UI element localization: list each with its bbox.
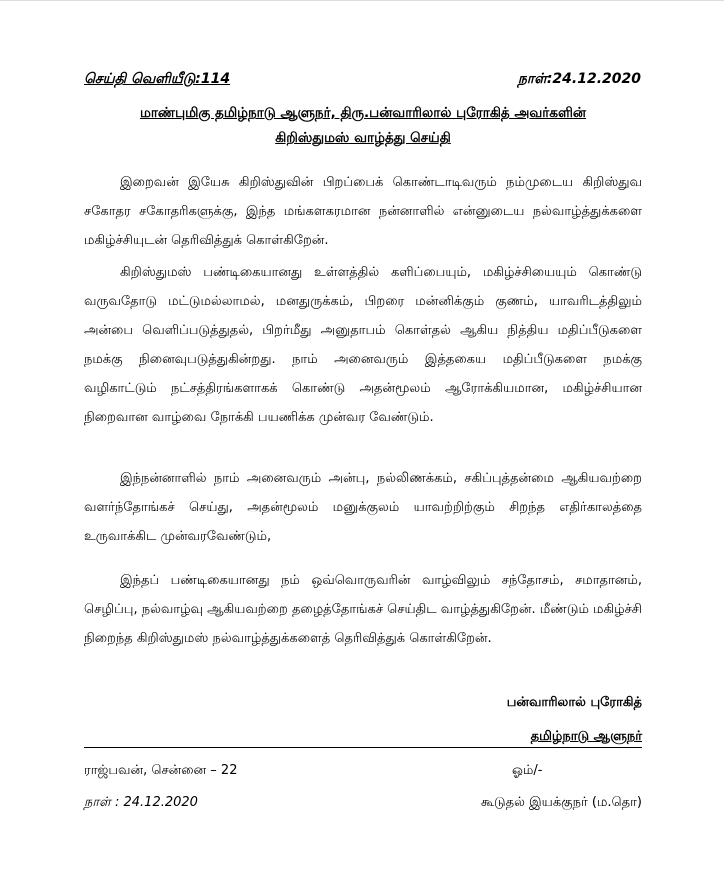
footer-sign-mark: ஓம்/- xyxy=(512,763,543,778)
release-date: நாள்:24.12.2020 xyxy=(517,71,641,87)
document-title-line-1: மாண்புமிகு தமிழ்நாடு ஆளுநர், திரு.பன்வாரிலால் புரோகித் அவர்களின் xyxy=(139,105,587,121)
release-number: செய்தி வெளியீடு:114 xyxy=(84,71,231,87)
document-title-line-2: கிறிஸ்துமஸ் வாழ்த்து செய்தி xyxy=(275,130,451,146)
body-paragraph-3: இந்நன்னாளில் நாம் அனைவரும் அன்பு, நல்லிணக்கம், சகிப்புத்தன்மை ஆகியவற்றை வளர்ந்தோங்கச் செய்து, அதன்மூலம் மனுக்குலம் யாவற்றிற்கும் சிறந்த எதிர்காலத்தை உருவாக்கிட முன்வரவேண்டும், xyxy=(84,471,642,544)
divider-line xyxy=(84,747,642,748)
footer-designation: கூடுதல் இயக்குநர் (ம.தொ) xyxy=(481,795,642,810)
signatory-title: தமிழ்நாடு ஆளுநர் xyxy=(530,729,642,744)
footer-place: ராஜ்பவன், சென்னை – 22 xyxy=(84,763,238,778)
body-paragraph-2: கிறிஸ்துமஸ் பண்டிகையானது உள்ளத்தில் களிப்பையும், மகிழ்ச்சியையும் கொண்டு வருவதோடு மட்டுமல்லாமல், மனதுருக்கம், பிறரை மன்னிக்கும் குணம், யாவரிடத்திலும் அன்பை வெளிப்படுத்துதல், பிறர்மீது அனுதாபம் கொள்தல் ஆகிய நித்திய மதிப்பீடுகளை நமக்கு நினைவுபடுத்துகின்றது. நாம் அனைவரும் இத்தகைய மதிப்பீடுகளை நமக்கு வழிகாட்டும் நட்சத்திரங்களாகக் கொண்டு அதன்மூலம் ஆரோக்கியமான, மகிழ்ச்சியான நிறைவான வாழ்வை நோக்கி பயணிக்க முன்வர வேண்டும். xyxy=(84,265,642,425)
signatory-name: பன்வாரிலால் புரோகித் xyxy=(506,695,642,710)
body-paragraph-1: இறைவன் இயேசு கிறிஸ்துவின் பிறப்பைக் கொண்டாடிவரும் நம்முடைய கிறிஸ்துவ சகோதர சகோதரிகளுக்கு, இந்த மங்களகரமான நன்னாளில் என்னுடைய நல்வாழ்த்துக்களை மகிழ்ச்சியுடன் தெரிவித்துக் கொள்கிறேன். xyxy=(84,175,642,248)
footer-date: நாள் : 24.12.2020 xyxy=(84,795,198,810)
body-paragraph-4: இந்தப் பண்டிகையானது நம் ஒவ்வொருவரின் வாழ்விலும் சந்தோசம், சமாதானம், செழிப்பு, நல்வாழ்வு ஆகியவற்றை தழைத்தோங்கச் செய்திட வாழ்த்துகிறேன். மீண்டும் மகிழ்ச்சி நிறைந்த கிறிஸ்துமஸ் நல்வாழ்த்துக்களைத் தெரிவித்துக் கொள்கிறேன். xyxy=(84,573,642,646)
